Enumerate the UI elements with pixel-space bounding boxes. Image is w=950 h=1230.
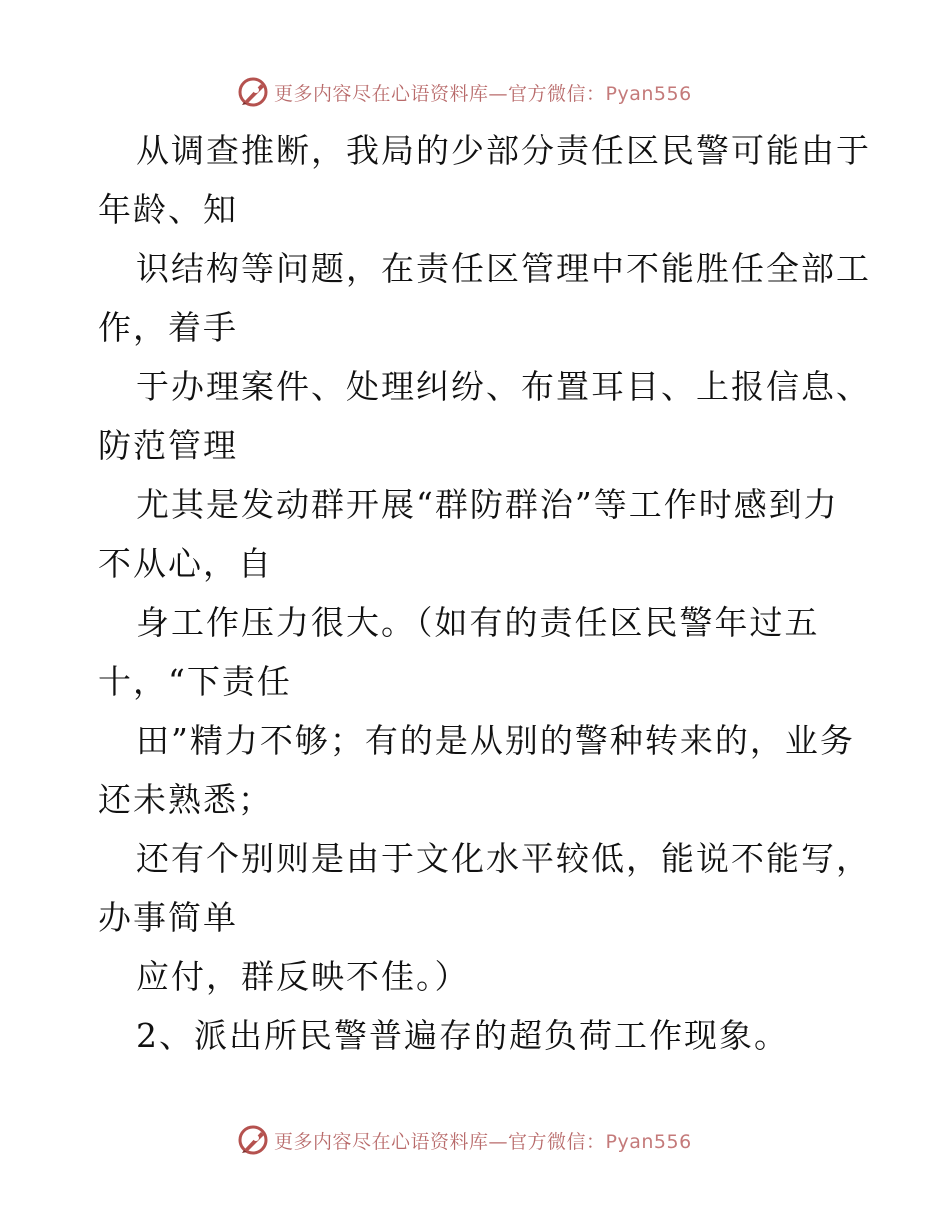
body-line: 身工作压力很大。（如有的责任区民警年过五 bbox=[136, 603, 820, 642]
header-wechat-id: Pyan556 bbox=[605, 82, 692, 105]
header-wechat-label: 官方微信： bbox=[508, 82, 606, 105]
body-line: 从调查推断，我局的少部分责任区民警可能由于 bbox=[136, 131, 871, 170]
body-line: 十，“下责任 bbox=[98, 662, 292, 701]
header-site-text: 更多内容尽在心语资料库 bbox=[274, 82, 489, 105]
footer-banner-content bbox=[236, 1120, 692, 1160]
header-banner bbox=[0, 72, 950, 112]
footer-banner bbox=[0, 1120, 950, 1160]
body-line: 办事简单 bbox=[98, 898, 238, 937]
body-line: 年龄、知 bbox=[98, 190, 238, 229]
header-banner-text bbox=[274, 79, 692, 106]
body-line: 作，着手 bbox=[98, 308, 238, 347]
body-line: 还未熟悉； bbox=[98, 780, 273, 819]
body-line: 不从心，自 bbox=[98, 544, 273, 583]
body-line: 防范管理 bbox=[98, 426, 238, 465]
body-line: 田”精力不够；有的是从别的警种转来的，业务 bbox=[136, 721, 855, 760]
footer-wechat-label: 官方微信： bbox=[508, 1130, 606, 1153]
body-line: 2、派出所民警普遍存的超负荷工作现象。 bbox=[136, 1016, 789, 1055]
pen-logo-icon bbox=[236, 1123, 270, 1157]
footer-separator: — bbox=[488, 1130, 509, 1153]
body-line: 尤其是发动群开展“群防群治”等工作时感到力 bbox=[136, 485, 839, 524]
header-separator: — bbox=[488, 82, 509, 105]
document-body bbox=[98, 121, 871, 1065]
body-line: 应付，群反映不佳。） bbox=[136, 957, 470, 996]
body-line: 还有个别则是由于文化水平较低，能说不能写， bbox=[136, 839, 871, 878]
footer-wechat-id: Pyan556 bbox=[605, 1130, 692, 1153]
footer-banner-text bbox=[274, 1127, 692, 1154]
body-line: 识结构等问题，在责任区管理中不能胜任全部工 bbox=[136, 249, 871, 288]
header-banner-content bbox=[236, 72, 692, 112]
footer-site-text: 更多内容尽在心语资料库 bbox=[274, 1130, 489, 1153]
body-line: 于办理案件、处理纠纷、布置耳目、上报信息、 bbox=[136, 367, 871, 406]
pen-logo-icon bbox=[236, 75, 270, 109]
